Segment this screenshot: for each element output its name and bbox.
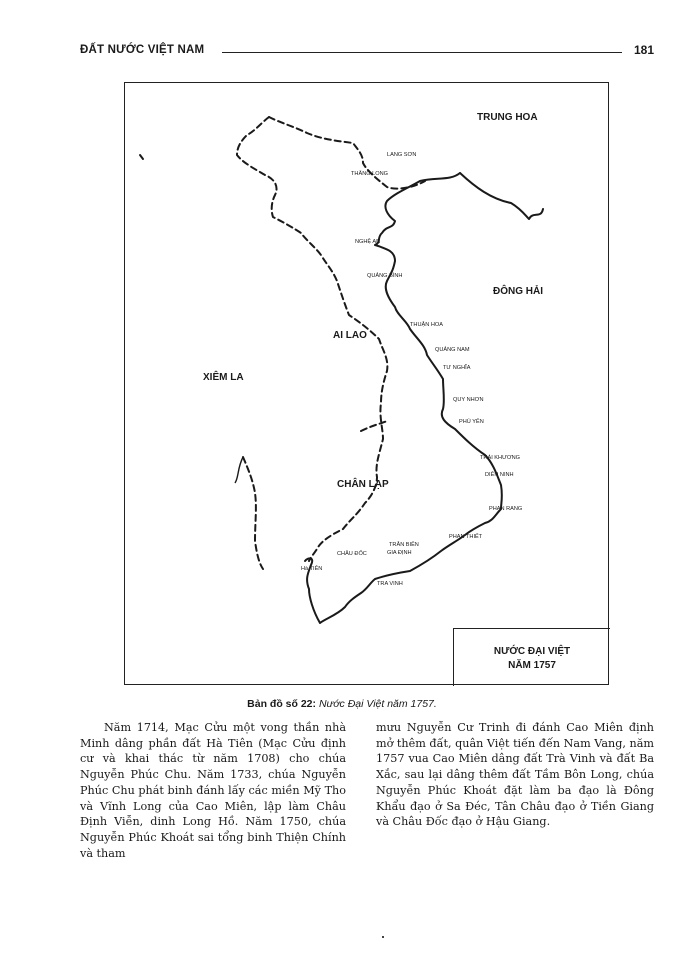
label-thai-khuong: THÁI KHƯƠNG [480,455,521,461]
running-title: ĐẤT NƯỚC VIỆT NAM [80,44,205,56]
label-phu-yen: PHÚ YÊN [459,419,484,425]
legend-line-2: NĂM 1757 [508,660,556,671]
caption-label: Bản đồ số 22: [247,698,317,710]
label-tu-nghia: TƯ NGHĨA [443,365,471,371]
label-chau-doc: CHÂU ĐỐC [337,551,367,557]
label-thuan-hoa: THUẬN HOA [410,322,443,328]
label-ha-tien: Hà TIÊN [301,566,323,572]
label-quang-binh: QUẢNG BÌNH [367,273,403,279]
label-chan-lap: CHÂN LẠP [337,479,389,490]
map-drawing [125,83,610,686]
label-tran-bien: TRÂN BIÊN [389,542,419,548]
label-tra-vinh: TRA VINH [377,581,403,587]
legend-line-1: NƯỚC ĐẠI VIỆT [493,646,571,657]
siam-border [243,457,263,569]
label-phan-rang: PHAN RANG [489,506,523,512]
body-column-right: mưu Nguyễn Cư Trinh đi đánh Cao Miên định mở thêm đất, quân Việt tiến đến Nam Vang, năm 1757 vua Cao Miên dâng đất Trà Vinh và đất Ba Xắc, sau lại dâng thêm đất Tầm Bôn Long, chúa Nguyễn Phúc Khoát đặt làm ba đạo là Đông Khẩu đạo ở Sa Đéc, Tân Châu đạo ở Tiền Giang và Châu Đốc đạo ở Hậu Giang. [376,721,654,829]
body-column-left: Năm 1714, Mạc Cửu một vong thần nhà Minh dâng phần đất Hà Tiên (Mạc Cửu định cư và khai thác từ năm 1708) cho chúa Nguyễn Phúc Chu. Năm 1733, chúa Nguyễn Phúc Chu phát binh đánh lấy các miền Mỹ Tho và Vĩnh Long của Cao Miên, lập làm Châu Định Viễn, dinh Long Hồ. Năm 1750, chúa Nguyễn Phúc Khoát sai tổng binh Thiện Chính và tham [80,721,346,860]
map-figure [124,82,609,685]
west-dash [140,155,143,159]
page-header [80,42,658,62]
label-ai-lao: AI LAO [333,330,367,341]
china-coast [460,173,543,219]
label-lang-son: LANG SƠN [387,152,417,158]
label-thang-long: THĂNG LONG [351,171,388,177]
label-xiem-la: XIÊM LA [203,372,244,383]
page-number: 181 [633,43,654,57]
label-gia-dinh: GIA ĐỊNH [387,550,412,556]
label-quy-nhon: QUY NHƠN [453,397,484,403]
label-dong-hai: ĐÔNG HẢI [493,286,543,297]
river-stub [235,457,243,483]
label-nghe-an: NGHỆ AN [355,239,381,245]
page-mark [382,936,384,938]
label-dien-ninh: DIÊN NINH [485,472,514,478]
map-legend-box [453,628,610,686]
label-quang-nam: QUẢNG NAM [435,347,470,353]
figure-caption [0,698,684,710]
header-rule [222,52,622,53]
caption-text: Nước Đại Việt năm 1757. [318,698,437,710]
label-phan-thiet: PHAN THIẾT [449,534,483,540]
label-trung-hoa: TRUNG HOA [477,112,538,123]
